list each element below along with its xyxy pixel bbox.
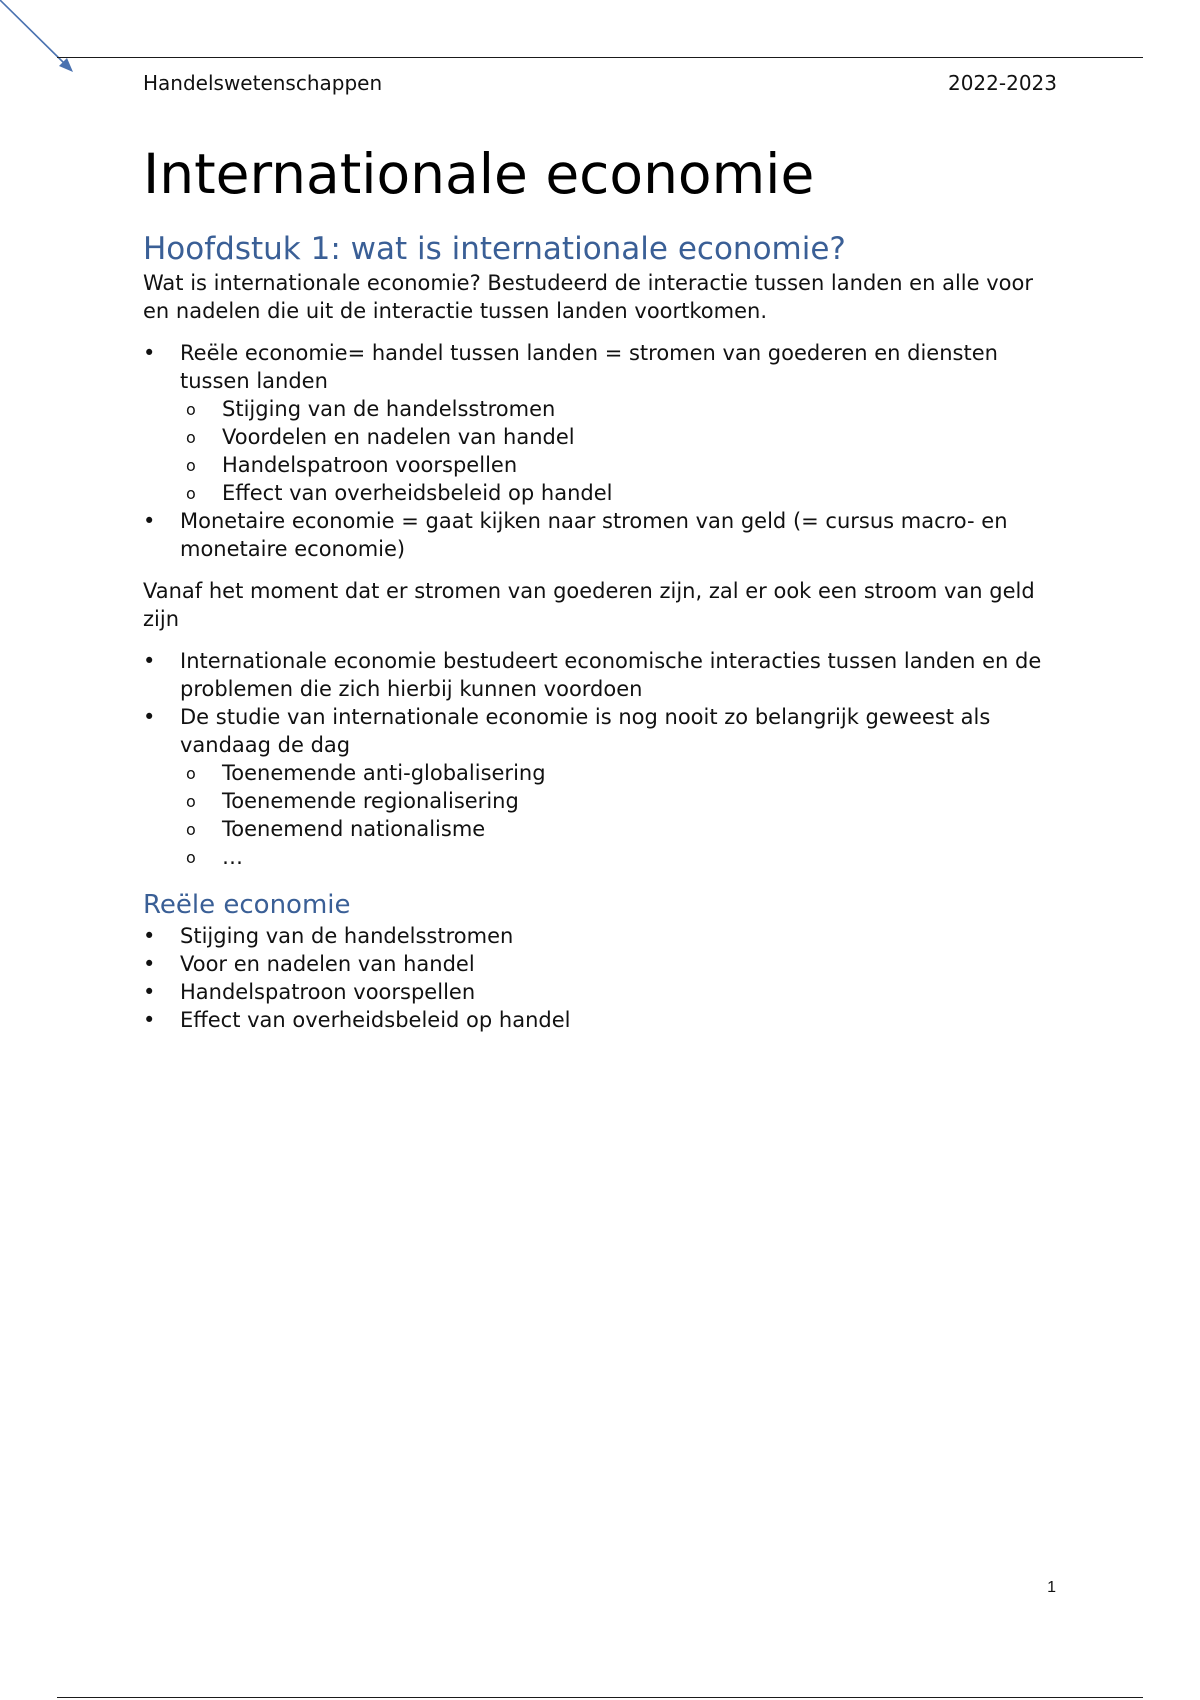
bullet-marker: •	[143, 341, 156, 365]
sub-list-item	[180, 787, 1063, 815]
list-item	[143, 922, 1063, 950]
sub-bullet-marker: o	[186, 484, 196, 503]
sub-list-item	[180, 843, 1063, 871]
corner-arrow-icon	[0, 0, 80, 80]
bullet-list-real-economy	[143, 922, 1063, 1034]
chapter-heading: Hoofdstuk 1: wat is internationale economie?	[143, 231, 846, 267]
sub-list	[180, 759, 1063, 871]
sub-bullet-marker: o	[186, 456, 196, 475]
footer-rule	[57, 1697, 1143, 1698]
sub-list-item-text: Toenemende regionalisering	[222, 789, 519, 813]
bullet-marker: •	[143, 649, 156, 673]
header-course-name: Handelswetenschappen	[143, 71, 383, 95]
sub-list-item-text: Toenemende anti-globalisering	[222, 761, 546, 785]
list-item-text: Stijging van de handelsstromen	[180, 924, 514, 948]
bullet-list-study-importance	[143, 647, 1063, 871]
list-item	[143, 507, 1063, 563]
sub-list-item	[180, 479, 1063, 507]
sub-list-item	[180, 759, 1063, 787]
list-item-text: Internationale economie bestudeert economische interacties tussen landen en de problemen die zich hierbij kunnen voordoen	[180, 649, 1042, 701]
sub-bullet-marker: o	[186, 820, 196, 839]
bullet-marker: •	[143, 509, 156, 533]
sub-bullet-marker: o	[186, 400, 196, 419]
sub-list-item	[180, 395, 1063, 423]
sub-list-item-text: …	[222, 845, 243, 869]
sub-list-item-text: Voordelen en nadelen van handel	[222, 425, 575, 449]
sub-bullet-marker: o	[186, 428, 196, 447]
bullet-marker: •	[143, 924, 156, 948]
sub-list-item-text: Stijging van de handelsstromen	[222, 397, 556, 421]
list-item	[143, 950, 1063, 978]
sub-list-item-text: Effect van overheidsbeleid op handel	[222, 481, 613, 505]
header-rule	[57, 57, 1143, 58]
list-item-text: Monetaire economie = gaat kijken naar stromen van geld (= cursus macro- en monetaire economie)	[180, 509, 1008, 561]
header-academic-year: 2022-2023	[947, 71, 1057, 95]
bullet-marker: •	[143, 980, 156, 1004]
page-number: 1	[1047, 1579, 1056, 1596]
bullet-marker: •	[143, 1008, 156, 1032]
sub-list-item-text: Toenemend nationalisme	[222, 817, 486, 841]
sub-list-item	[180, 815, 1063, 843]
paragraph-money-flows: Vanaf het moment dat er stromen van goederen zijn, zal er ook een stroom van geld zijn	[143, 579, 1035, 631]
chapter-intro: Wat is internationale economie? Bestudeerd de interactie tussen landen en alle voor en nadelen die uit de interactie tussen landen voortkomen.	[143, 271, 1033, 323]
sub-list-item-text: Handelspatroon voorspellen	[222, 453, 518, 477]
sub-bullet-marker: o	[186, 792, 196, 811]
sub-bullet-marker: o	[186, 764, 196, 783]
list-item	[143, 339, 1063, 507]
bullet-list-economy-types	[143, 339, 1063, 563]
bullet-marker: •	[143, 705, 156, 729]
list-item	[143, 703, 1063, 871]
list-item-text: Reële economie= handel tussen landen = stromen van goederen en diensten tussen landen	[180, 341, 998, 393]
list-item-text: De studie van internationale economie is nog nooit zo belangrijk geweest als vandaag de dag	[180, 705, 991, 757]
list-item	[143, 978, 1063, 1006]
section-heading: Reële economie	[143, 890, 351, 920]
list-item	[143, 1006, 1063, 1034]
bullet-marker: •	[143, 952, 156, 976]
list-item-text: Effect van overheidsbeleid op handel	[180, 1008, 571, 1032]
list-item	[143, 647, 1063, 703]
sub-list-item	[180, 451, 1063, 479]
document-body	[143, 138, 1063, 1034]
sub-list-item	[180, 423, 1063, 451]
list-item-text: Handelspatroon voorspellen	[180, 980, 476, 1004]
sub-list	[180, 395, 1063, 507]
document-title: Internationale economie	[143, 142, 815, 206]
sub-bullet-marker: o	[186, 848, 196, 867]
list-item-text: Voor en nadelen van handel	[180, 952, 475, 976]
